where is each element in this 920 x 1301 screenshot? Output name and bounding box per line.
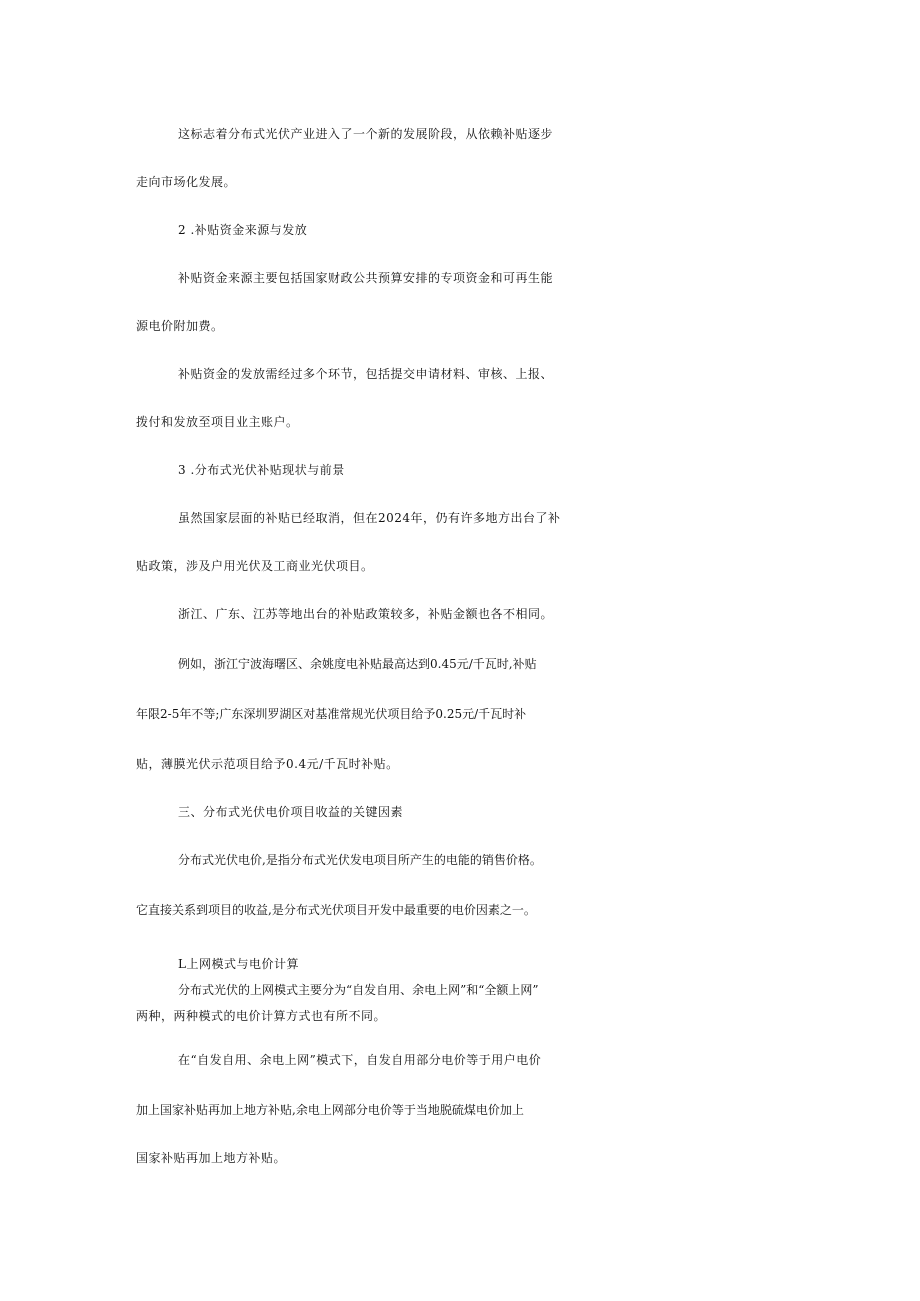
- paragraph-line: 浙江、广东、江苏等地出台的补贴政策较多，补贴金额也各不相同。: [178, 607, 554, 621]
- paragraph-line: 例如，浙江宁波海曙区、余姚度电补贴最高达到0.45元/千瓦时,补贴: [178, 657, 537, 671]
- paragraph-line: 在“自发自用、余电上网”模式下，自发自用部分电价等于用户电价: [178, 1053, 542, 1067]
- paragraph-line: 补贴资金来源主要包括国家财政公共预算安排的专项资金和可再生能: [178, 271, 554, 285]
- section-heading: 三、分布式光伏电价项目收益的关键因素: [178, 805, 404, 819]
- section-heading: 2 .补贴资金来源与发放: [178, 223, 308, 237]
- section-heading: L上网模式与电价计算: [178, 957, 299, 971]
- section-heading: 3 .分布式光伏补贴现状与前景: [178, 463, 345, 477]
- paragraph-line: 虽然国家层面的补贴已经取消，但在2024年，仍有许多地方出台了补: [178, 511, 561, 525]
- paragraph-line: 分布式光伏电价,是指分布式光伏发电项目所产生的电能的销售价格。: [178, 853, 542, 867]
- paragraph-line: 走向市场化发展。: [136, 175, 237, 189]
- paragraph-line: 源电价附加费。: [136, 319, 224, 333]
- paragraph-line: 两种，两种模式的电价计算方式也有所不同。: [136, 1009, 387, 1023]
- paragraph-line: 分布式光伏的上网模式主要分为“自发自用、余电上网”和“全额上网”: [178, 983, 539, 997]
- paragraph-line: 国家补贴再加上地方补贴。: [136, 1151, 287, 1165]
- paragraph-line: 加上国家补贴再加上地方补贴,余电上网部分电价等于当地脱硫煤电价加上: [136, 1103, 524, 1117]
- paragraph-line: 贴，薄膜光伏示范项目给予0.4元/千瓦时补贴。: [136, 757, 399, 771]
- paragraph-line: 贴政策，涉及户用光伏及工商业光伏项目。: [136, 559, 374, 573]
- paragraph-line: 补贴资金的发放需经过多个环节，包括提交申请材料、审核、上报、: [178, 367, 554, 381]
- paragraph-line: 它直接关系到项目的收益,是分布式光伏项目开发中最重要的电价因素之一。: [136, 903, 536, 917]
- paragraph-line: 这标志着分布式光伏产业进入了一个新的发展阶段，从依赖补贴逐步: [178, 127, 554, 141]
- paragraph-line: 年限2-5年不等;广东深圳罗湖区对基准常规光伏项目给予0.25元/千瓦时补: [136, 707, 527, 721]
- paragraph-line: 拨付和发放至项目业主账户。: [136, 415, 299, 429]
